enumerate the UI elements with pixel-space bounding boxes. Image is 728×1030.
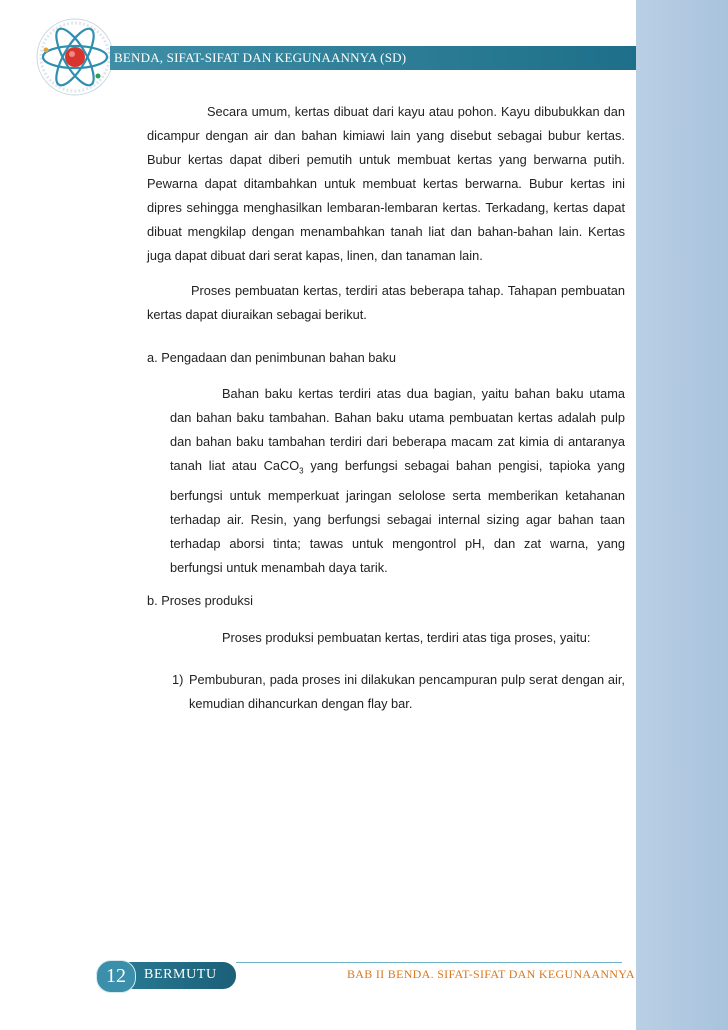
footer-brand: BERMUTU <box>144 967 217 982</box>
atom-logo-icon <box>32 14 118 100</box>
side-color-band <box>636 0 728 1030</box>
footer-chapter-title: BAB II BENDA. SIFAT-SIFAT DAN KEGUNAANNYA <box>347 967 635 981</box>
caco3-subscript: 3 <box>299 466 304 476</box>
section-a-text-after: yang berfungsi sebagai bahan pengisi, tapioka yang berfungsi untuk memperkuat jaringan selolose serta memberikan ketahanan terhadap air. Resin, yang berfungsi sebagai internal sizing agar bahan taan terhadap aborsi tinta; tawas untuk mengontrol pH, dan zat warna, yang berfungsi untuk menambah daya tarik. <box>170 458 625 575</box>
running-header-title: BENDA, SIFAT-SIFAT DAN KEGUNAANNYA (SD) <box>114 50 407 65</box>
list-item-number: 1) <box>172 672 184 687</box>
section-b-heading: b. Proses produksi <box>147 593 253 608</box>
section-a-text-before: Bahan baku kertas terdiri atas dua bagian, yaitu bahan baku utama dan bahan baku tambahan. Bahan baku utama pembuatan kertas adalah pulp dan bahan baku tambahan terdiri dari beberapa macam zat kimia di antaranya tanah liat atau CaCO <box>170 386 625 473</box>
page-number: 12 <box>96 960 136 993</box>
footer-rule <box>236 962 622 963</box>
section-a-heading: a. Pengadaan dan penimbunan bahan baku <box>147 350 397 365</box>
section-a-paragraph <box>170 382 625 580</box>
section-b-intro: Proses produksi pembuatan kertas, terdiri atas tiga proses, yaitu: <box>222 630 591 645</box>
paragraph-process: Proses pembuatan kertas, terdiri atas beberapa tahap. Tahapan pembuatan kertas dapat diuraikan sebagai berikut. <box>147 283 625 322</box>
list-item-text: Pembuburan, pada proses ini dilakukan pencampuran pulp serat dengan air, kemudian dihancurkan dengan flay bar. <box>189 672 625 711</box>
paragraph-intro: Secara umum, kertas dibuat dari kayu atau pohon. Kayu dibubukkan dan dicampur dengan air dan bahan kimiawi lain yang disebut sebagai bubur kertas. Bubur kertas dapat diberi pemutih untuk membuat kertas yang berwarna putih. Pewarna dapat ditambahkan untuk membuat kertas berwarna. Bubur kertas ini dipres sehingga menghasilkan lembaran-lembaran kertas. Terkadang, kertas dapat dibuat mengkilap dengan menambahkan tanah liat dan bahan-bahan lain. Kertas juga dapat dibuat dari serat kapas, linen, dan tanaman lain. <box>147 104 625 263</box>
